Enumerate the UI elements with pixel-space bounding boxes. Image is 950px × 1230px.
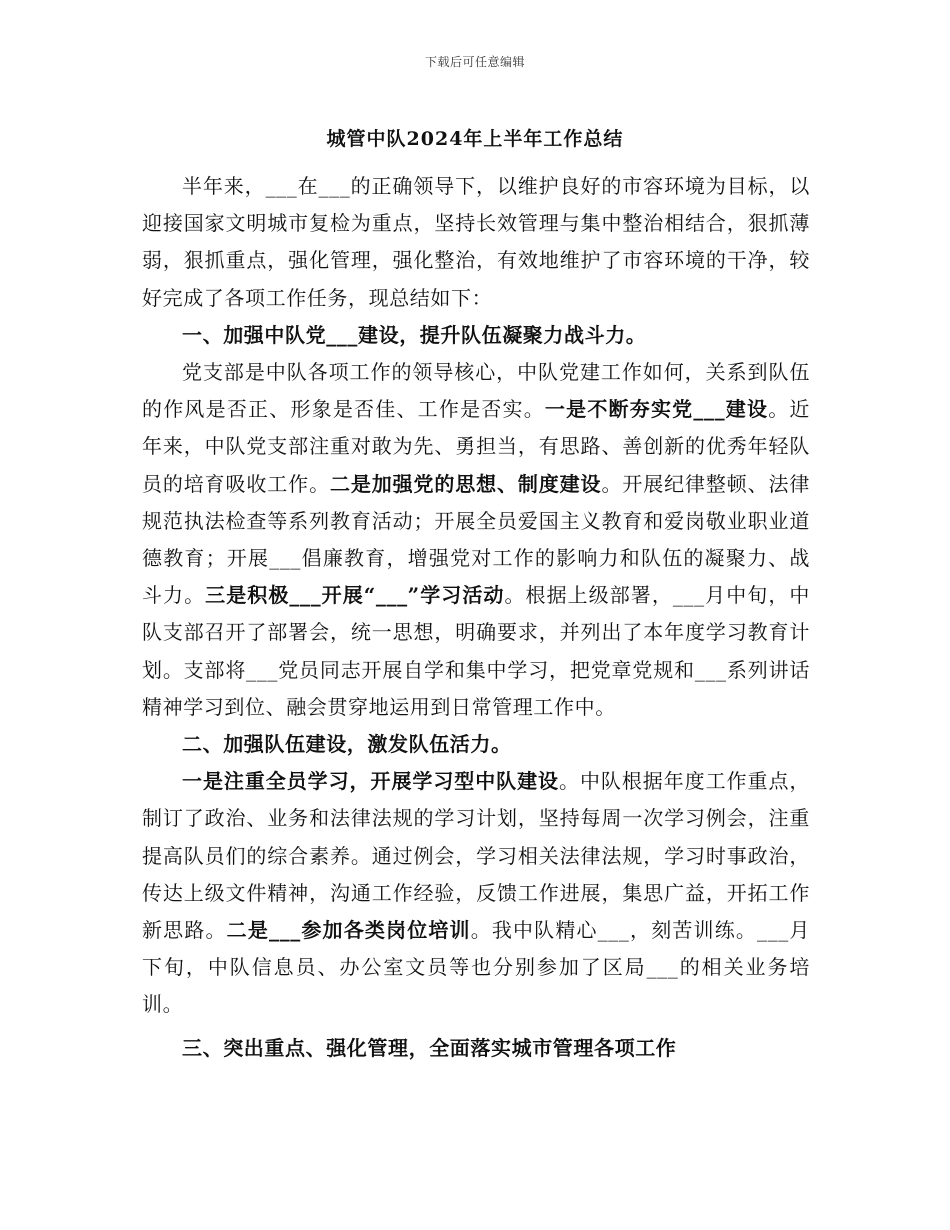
section-1-point-1: 一是不断夯实党___建设	[544, 397, 769, 422]
section-2-point-2: 二是___参加各类岗位培训	[226, 918, 471, 943]
document-title: 城管中队2024年上半年工作总结	[326, 128, 624, 150]
section-2-point-1: 一是注重全员学习，开展学习型中队建设	[182, 769, 559, 794]
section-1-text-g: 。根据上级部署，___月中旬，中队支部召开了部署会，统一思想，明确要求，并列出了本年度学习教育计划。支部将___党员同志开展自学和集中学习，把党章党规和___系列讲话精神学习到位、融会贯穿地运用到日常管理工作中。	[142, 583, 810, 719]
section-1-text-c: 。近年来，中队党支部注重对敢为先、勇担当，有思路、善创新的优秀年轻队员的培育吸收工作。	[142, 397, 810, 496]
section-2-text-b: 。中队根据年度工作重点，制订了政治、业务和法律法规的学习计划，坚持每周一次学习例会，注重提高队员们的综合素养。通过例会，学习相关法律法规，学习时事政治，传达上级文件精神，沟通工作经验，反馈工作进展，集思广益，开拓工作新思路。	[142, 769, 810, 943]
section-2-text-d: 。我中队精心___，刻苦训练。___月下旬，中队信息员、办公室文员等也分别参加了区局___的相关业务培训。	[142, 918, 810, 1017]
section-heading-1: 一、加强中队党___建设，提升队伍凝聚力战斗力。	[182, 322, 647, 347]
section-1-point-3: 三是积极___开展“___”学习活动	[205, 583, 505, 608]
section-1-text-a: 党支部是中队各项工作的领导核心，中队党建工作如何，关系到队伍的作风是否正、形象是否佳、工作是否实。	[142, 360, 810, 422]
section-1-point-2: 二是加强党的思想、制度建设	[329, 471, 602, 496]
section-heading-2: 二、加强队伍建设，激发队伍活力。	[182, 732, 512, 757]
document-body	[142, 168, 810, 1067]
section-1-text-e: 。开展纪律整顿、法律规范执法检查等系列教育活动；开展全员爱国主义教育和爱岗敬业职业道德教育；开展___倡廉教育，增强党对工作的影响力和队伍的凝聚力、战斗力。	[142, 471, 810, 608]
section-heading-3: 三、突出重点、强化管理，全面落实城市管理各项工作	[182, 1035, 677, 1060]
section-1-paragraph	[142, 354, 810, 726]
section-2-paragraph	[142, 763, 810, 1023]
header-note: 下载后可任意编辑	[424, 55, 525, 69]
intro-paragraph: 半年来，___在___的正确领导下，以维护良好的市容环境为目标，以迎接国家文明城市复检为重点，坚持长效管理与集中整治相结合，狠抓薄弱，狠抓重点，强化管理，强化整治，有效地维护了市容环境的干净，较好完成了各项工作任务，现总结如下：	[142, 174, 810, 310]
